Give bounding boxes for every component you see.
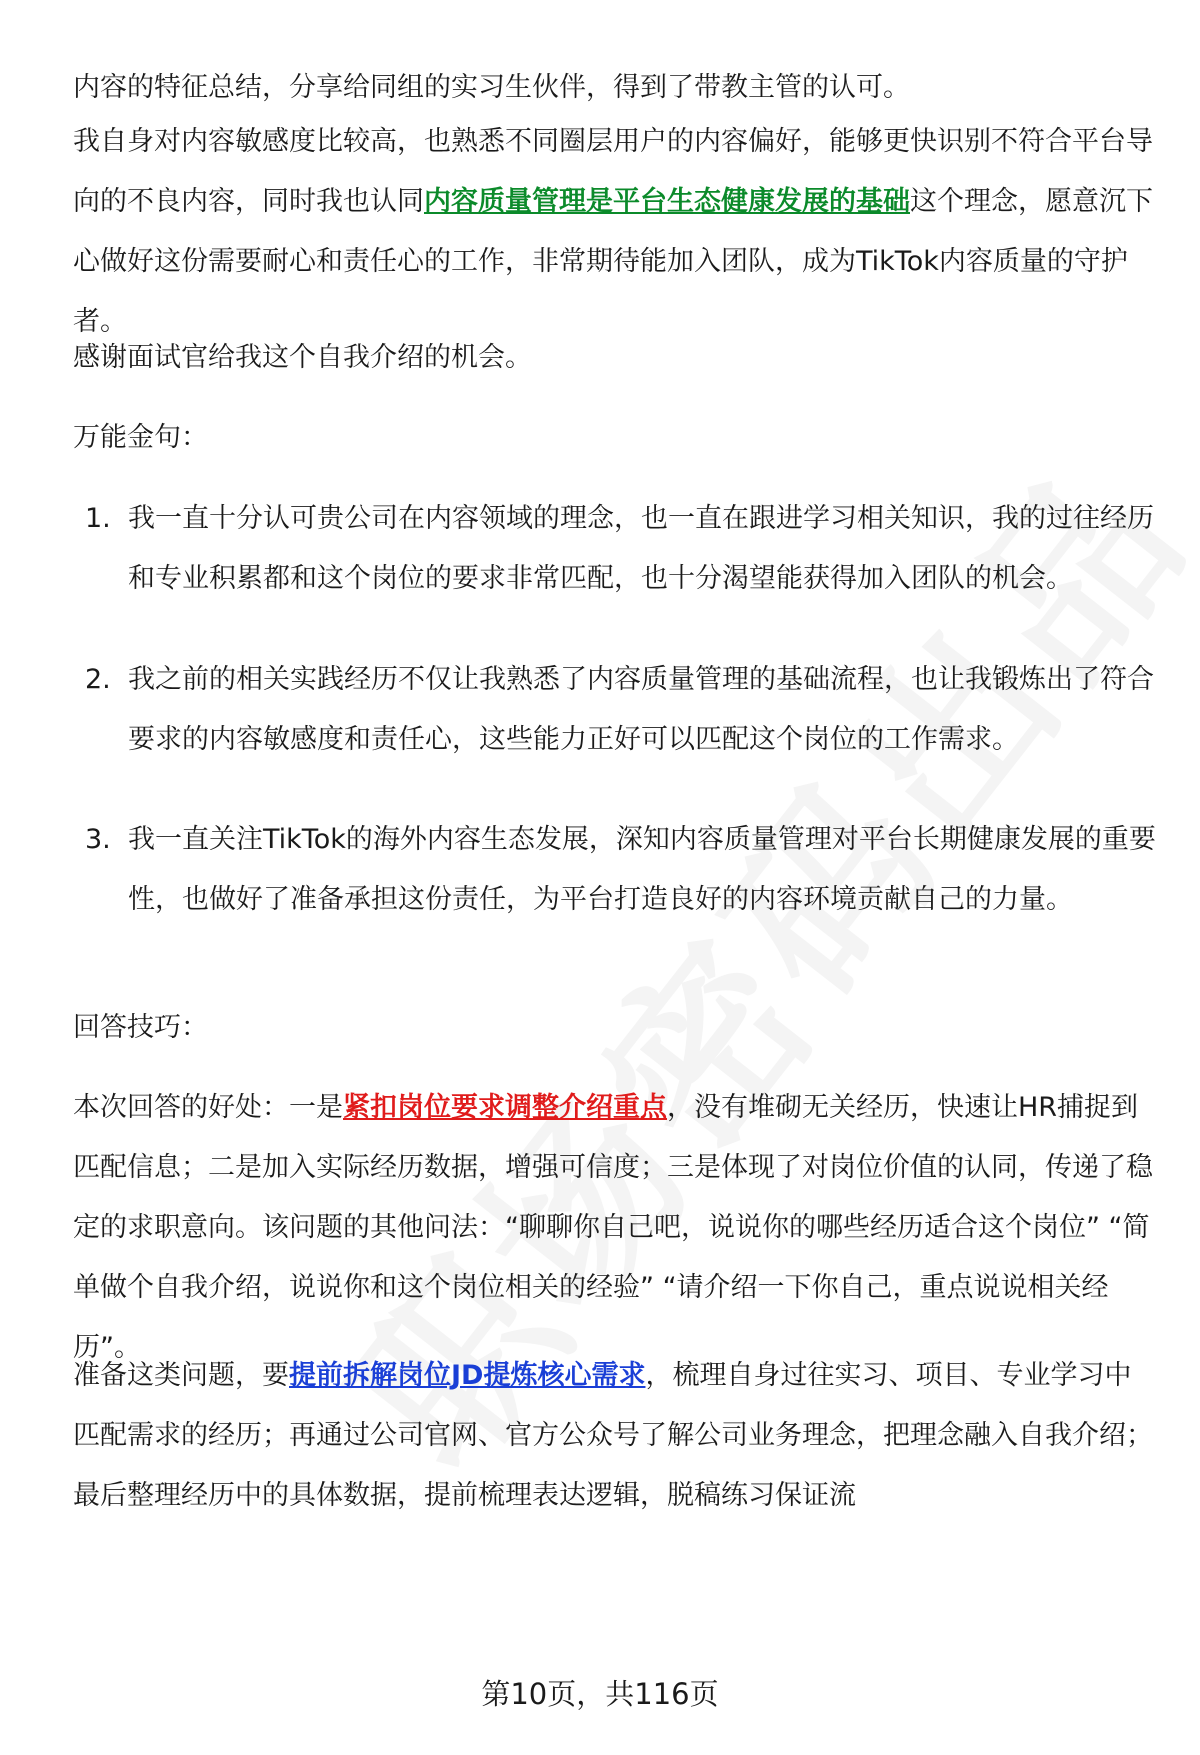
paragraph-3: 感谢面试官给我这个自我介绍的机会。	[73, 342, 532, 373]
list-item-3: 我一直关注TikTok的海外内容生态发展，深知内容质量管理对平台长期健康发展的重要性，也做好了准备承担这份责任，为平台打造良好的内容环境贡献自己的力量。	[128, 824, 1156, 915]
paragraph-5-text-b: ，梳理自身过往实习、项目、专业学习中匹配需求的经历；再通过公司官网、官方公众号了解公司业务理念，把理念融入自我介绍；最后整理经历中的具体数据，提前梳理表达逻辑，脱稿练习保证流	[73, 1360, 1153, 1511]
list-item-1: 我一直十分认可贵公司在内容领域的理念，也一直在跟进学习相关知识，我的过往经历和专业积累都和这个岗位的要求非常匹配，也十分渴望能获得加入团队的机会。	[128, 503, 1154, 594]
list-item-2: 我之前的相关实践经历不仅让我熟悉了内容质量管理的基础流程，也让我锻炼出了符合要求的内容敏感度和责任心，这些能力正好可以匹配这个岗位的工作需求。	[128, 664, 1154, 755]
paragraph-5	[73, 1346, 1158, 1526]
paragraph-2-text-b: 这个理念，愿意沉下心做好这份需要耐心和责任心的工作，非常期待能加入团队，成为TikTok内容质量的守护者。	[73, 186, 1153, 337]
paragraph-4	[73, 1078, 1158, 1378]
page-number-footer: 第10页，共116页	[481, 1677, 719, 1711]
paragraph-4-text-b: ，没有堆砌无关经历，快速让HR捕捉到匹配信息；二是加入实际经历数据，增强可信度；三是体现了对岗位价值的认同，传递了稳定的求职意向。该问题的其他问法：“聊聊你自己吧，说说你的哪些经历适合这个岗位” “简单做个自我介绍，说说你和这个岗位相关的经验” “请介绍一下你自己，重点说说相关经历”。	[73, 1092, 1153, 1363]
list-number-1: 1.	[85, 503, 111, 534]
list-number-3: 3.	[85, 824, 111, 855]
highlight-green: 内容质量管理是平台生态健康发展的基础	[424, 186, 910, 217]
highlight-blue: 提前拆解岗位JD提炼核心需求	[289, 1360, 646, 1391]
heading-answer-tips: 回答技巧：	[73, 1012, 208, 1043]
paragraph-5-text-a: 准备这类问题，要	[73, 1360, 289, 1391]
list-number-2: 2.	[85, 664, 111, 695]
paragraph-4-text-a: 本次回答的好处：一是	[73, 1092, 343, 1123]
paragraph-1: 内容的特征总结，分享给同组的实习生伙伴，得到了带教主管的认可。	[73, 72, 910, 103]
paragraph-2-text-a: 我自身对内容敏感度比较高，也熟悉不同圈层用户的内容偏好，能够更快识别不符合平台导向的不良内容，同时我也认同	[73, 126, 1153, 217]
heading-golden-sentences: 万能金句：	[73, 422, 208, 453]
highlight-red: 紧扣岗位要求调整介绍重点	[343, 1092, 667, 1123]
paragraph-2	[73, 112, 1158, 352]
